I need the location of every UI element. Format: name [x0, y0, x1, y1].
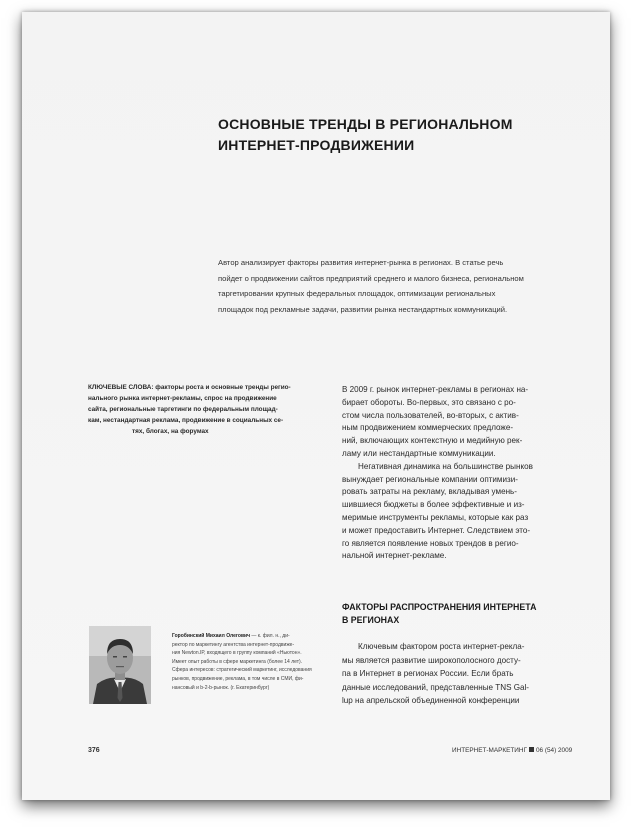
article-title: [218, 114, 578, 156]
section-heading: [342, 601, 582, 627]
abstract-line: пойдет о продвижении сайтов предприятий среднего и малого бизнеса, региональном: [218, 273, 524, 283]
body-line: стом числа пользователей, во-вторых, с актив-: [342, 410, 519, 420]
section-paragraph: [342, 640, 582, 708]
magazine-footer: [452, 747, 572, 754]
magazine-name: ИНТЕРНЕТ-МАРКЕТИНГ: [452, 747, 527, 754]
body-paragraph-2: [342, 461, 582, 563]
square-separator-icon: [529, 747, 534, 752]
section-heading-line: В РЕГИОНАХ: [342, 615, 400, 625]
body-line: данные исследований, представленные TNS Gal-: [342, 682, 530, 692]
keywords-line: сайта, региональные таргетинги по федеральным площад-: [88, 406, 278, 413]
article-abstract: [218, 255, 578, 317]
section-heading-line: ФАКТОРЫ РАСПРОСТРАНЕНИЯ ИНТЕРНЕТА: [342, 602, 537, 612]
keywords-line: тях, блогах, на форумах: [132, 428, 209, 435]
body-paragraph-1: [342, 384, 582, 461]
keywords-line: кам, нестандартная реклама, продвижение в социальных се-: [88, 417, 284, 424]
body-line: lup на апрельской объединенной конференции: [342, 696, 520, 706]
body-line: нальной интернет-рекламе.: [342, 551, 447, 561]
author-bio: [172, 632, 332, 692]
body-line: бирает обороты. Во-первых, это связано с ро-: [342, 397, 516, 407]
article-title-line: ИНТЕРНЕТ-ПРОДВИЖЕНИИ: [218, 137, 415, 153]
body-line: па в Интернет в регионах России. Если брать: [342, 669, 514, 679]
body-line: меримые инструменты рекламы, которые как раз: [342, 512, 529, 522]
author-name: Горобинский Михаил Олегович: [172, 633, 251, 639]
body-line: вынуждает региональные компании оптимизи-: [342, 474, 518, 484]
body-line: ным продвижением коммерческих предложе-: [342, 423, 514, 433]
author-bio-line: ния Newton.IP, входящего в группу компаний «Ньютон».: [172, 650, 302, 657]
author-bio-line: нансовый и b-2-b-рынок. (г. Екатеринбург): [172, 684, 270, 691]
abstract-line: Автор анализирует факторы развития интернет-рынка в регионах. В статье речь: [218, 258, 504, 267]
author-portrait-icon: [89, 626, 151, 704]
abstract-line: площадок под рекламные задачи, развитии рынка нестандартных коммуникаций.: [218, 304, 508, 314]
magazine-page: [22, 12, 610, 800]
author-photo: [89, 626, 151, 704]
body-line: ний, включающих контекстную и медийную рек-: [342, 436, 523, 446]
abstract-line: таргетировании крупных федеральных площадок, оптимизации региональных: [218, 289, 496, 298]
body-line: ламу или нестандартные коммуникации.: [342, 448, 496, 458]
author-bio-line: Сфера интересов: стратегический маркетинг, исследования: [172, 667, 312, 674]
body-column: [342, 384, 582, 563]
body-line: Негативная динамика на большинстве рынков: [358, 461, 533, 471]
body-line: шившиеся бюджеты в более эффективные и из-: [342, 500, 525, 510]
article-title-line: ОСНОВНЫЕ ТРЕНДЫ В РЕГИОНАЛЬНОМ: [218, 116, 513, 132]
keywords-line: КЛЮЧЕВЫЕ СЛОВА: факторы роста и основные тренды регио-: [88, 384, 291, 391]
author-bio-line: рынков, продвижение, реклама, в том числе в СМИ, фи-: [172, 675, 304, 682]
body-line: го является появление новых трендов в регио-: [342, 538, 519, 548]
body-line: мы является развитие широкополосного досту-: [342, 655, 521, 665]
body-line: и может предоставить Интернет. Следствием это-: [342, 525, 531, 535]
body-line: ровать затраты на рекламу, вкладывая умень-: [342, 487, 517, 497]
body-line: В 2009 г. рынок интернет-рекламы в регионах на-: [342, 385, 529, 394]
author-bio-first-line: [172, 632, 332, 641]
author-bio-line: Имеет опыт работы в сфере маркетинга (более 14 лет).: [172, 658, 303, 665]
keywords-line: нального рынка интернет-рекламы, спрос на продвижение: [88, 395, 277, 402]
page-number: 376: [88, 747, 100, 754]
author-bio-text: — к. фил. н., ди-: [250, 633, 290, 639]
author-bio-line: ректор по маркетингу агентства интернет-продвиже-: [172, 641, 295, 648]
body-line: Ключевым фактором роста интернет-рекла-: [358, 642, 525, 651]
keywords-block: [88, 382, 338, 437]
issue-number: 06 (54) 2009: [535, 747, 573, 754]
